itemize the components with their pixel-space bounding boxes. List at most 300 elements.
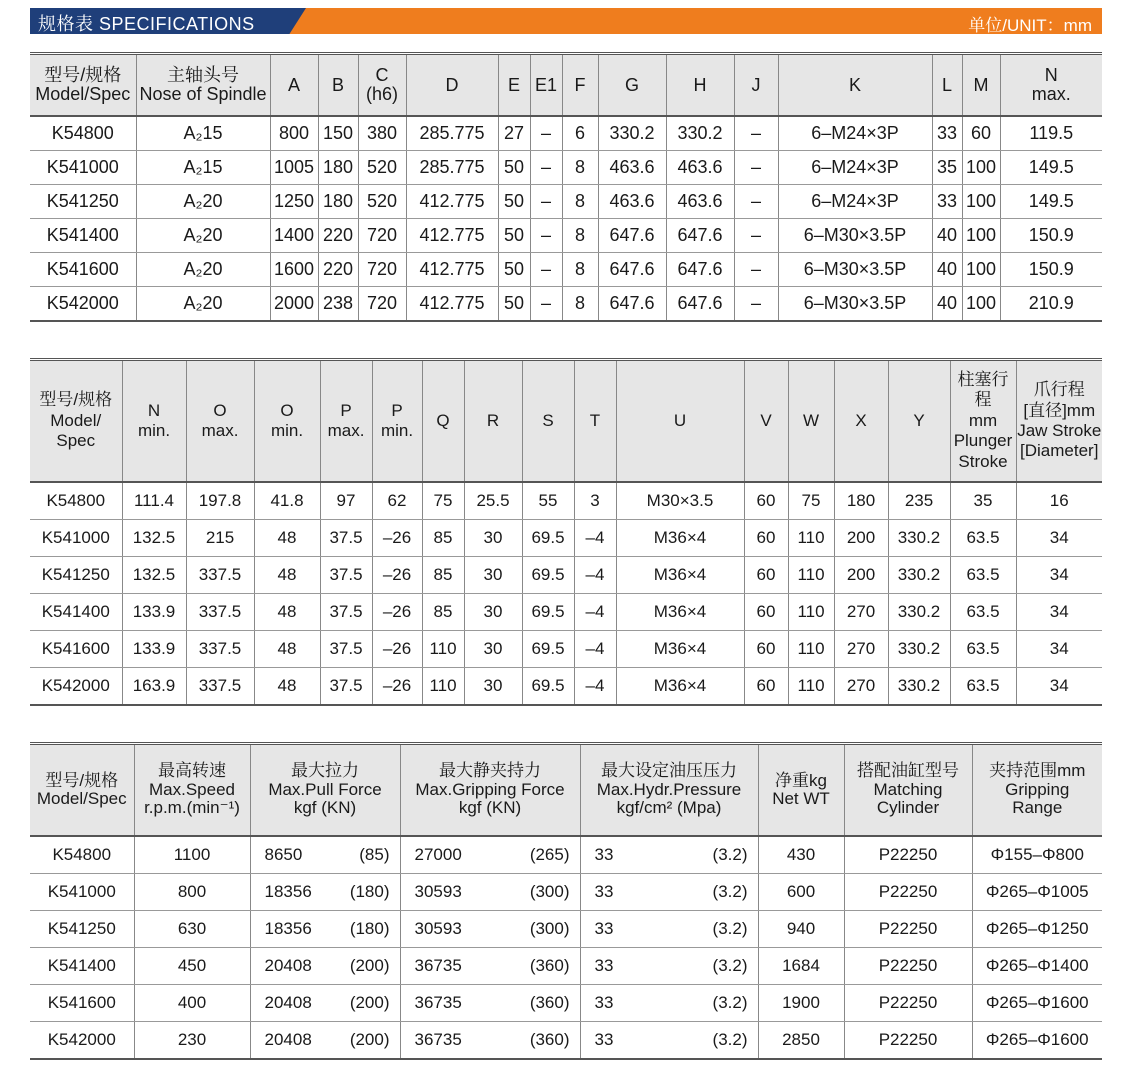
table-cell: –26 bbox=[372, 594, 422, 631]
table-cell: 520 bbox=[358, 151, 406, 185]
table-cell: 238 bbox=[318, 287, 358, 322]
table-cell: – bbox=[734, 287, 778, 322]
column-header: 夹持范围mm Gripping Range bbox=[972, 744, 1102, 837]
table-cell: 62 bbox=[372, 482, 422, 520]
table-cell: 6 bbox=[562, 116, 598, 151]
table-cell: 63.5 bbox=[950, 594, 1016, 631]
table-cell: 330.2 bbox=[888, 594, 950, 631]
table-cell: 34 bbox=[1016, 520, 1102, 557]
table-cell: 720 bbox=[358, 287, 406, 322]
table-cell: 110 bbox=[788, 668, 834, 706]
column-header: E1 bbox=[530, 54, 562, 117]
table-cell: 150.9 bbox=[1000, 253, 1102, 287]
table-cell: 647.6 bbox=[666, 219, 734, 253]
table-cell: 337.5 bbox=[186, 557, 254, 594]
table-cell-part: 33 bbox=[594, 1030, 614, 1049]
column-header: C (h6) bbox=[358, 54, 406, 117]
column-header: 搭配油缸型号 Matching Cylinder bbox=[844, 744, 972, 837]
table-cell-part: 18356 bbox=[264, 919, 312, 938]
table-cell: 60 bbox=[744, 631, 788, 668]
table-cell-part: (200) bbox=[349, 956, 390, 975]
table-cell: 8 bbox=[562, 185, 598, 219]
table-cell bbox=[400, 836, 580, 874]
table-cell: 180 bbox=[318, 185, 358, 219]
table-cell-part: (300) bbox=[529, 882, 570, 901]
table-cell: Φ155–Φ800 bbox=[972, 836, 1102, 874]
table-cell: 1400 bbox=[270, 219, 318, 253]
table-cell: 33 bbox=[932, 116, 962, 151]
table-cell: 37.5 bbox=[320, 594, 372, 631]
table-cell-part: (200) bbox=[349, 993, 390, 1012]
table-cell: K541250 bbox=[30, 911, 134, 948]
table-row bbox=[30, 836, 1102, 874]
table-cell: K54800 bbox=[30, 482, 122, 520]
table-cell: 35 bbox=[950, 482, 1016, 520]
column-header: F bbox=[562, 54, 598, 117]
table-cell-part: 36735 bbox=[414, 993, 462, 1012]
column-header: A bbox=[270, 54, 318, 117]
table-cell-part: 33 bbox=[594, 993, 614, 1012]
table-cell: 337.5 bbox=[186, 631, 254, 668]
table-cell: 37.5 bbox=[320, 668, 372, 706]
table-cell: 33 bbox=[932, 185, 962, 219]
table-cell: 463.6 bbox=[666, 185, 734, 219]
table-cell bbox=[580, 911, 758, 948]
table-cell: 48 bbox=[254, 631, 320, 668]
table-cell-part: (180) bbox=[349, 882, 390, 901]
table-cell: 60 bbox=[744, 668, 788, 706]
table-cell-part: (3.2) bbox=[712, 993, 748, 1012]
table-cell: 337.5 bbox=[186, 594, 254, 631]
column-header: 净重kg Net WT bbox=[758, 744, 844, 837]
table-cell: K541000 bbox=[30, 520, 122, 557]
column-header: 柱塞行程 mm Plunger Stroke bbox=[950, 360, 1016, 483]
table-cell: 412.775 bbox=[406, 185, 498, 219]
column-header: V bbox=[744, 360, 788, 483]
table-cell: 75 bbox=[788, 482, 834, 520]
table-cell: 100 bbox=[962, 287, 1000, 322]
table-cell: A₂20 bbox=[136, 185, 270, 219]
table-cell: 50 bbox=[498, 253, 530, 287]
table-cell: 800 bbox=[270, 116, 318, 151]
column-header: J bbox=[734, 54, 778, 117]
table-cell: 149.5 bbox=[1000, 185, 1102, 219]
table-row bbox=[30, 557, 1102, 594]
table-cell: 40 bbox=[932, 253, 962, 287]
table-cell: 110 bbox=[422, 631, 464, 668]
table-cell: P22250 bbox=[844, 985, 972, 1022]
table-cell: 69.5 bbox=[522, 668, 574, 706]
table-cell-part: (3.2) bbox=[712, 919, 748, 938]
table-cell: 647.6 bbox=[666, 287, 734, 322]
table-cell: 50 bbox=[498, 219, 530, 253]
table-cell: 720 bbox=[358, 219, 406, 253]
table-cell: – bbox=[734, 116, 778, 151]
table-cell: –26 bbox=[372, 631, 422, 668]
table-cell: 285.775 bbox=[406, 116, 498, 151]
table-cell-part: (360) bbox=[529, 1030, 570, 1049]
table-cell: 450 bbox=[134, 948, 250, 985]
table-cell: K541400 bbox=[30, 948, 134, 985]
table-cell: 97 bbox=[320, 482, 372, 520]
table-cell: M30×3.5 bbox=[616, 482, 744, 520]
table-cell: 800 bbox=[134, 874, 250, 911]
column-header: S bbox=[522, 360, 574, 483]
table-cell: 132.5 bbox=[122, 520, 186, 557]
table-cell: 600 bbox=[758, 874, 844, 911]
table-cell: 330.2 bbox=[888, 557, 950, 594]
table-cell: –26 bbox=[372, 557, 422, 594]
table-cell: – bbox=[530, 151, 562, 185]
column-header: D bbox=[406, 54, 498, 117]
column-header: N min. bbox=[122, 360, 186, 483]
table-cell: 6–M30×3.5P bbox=[778, 253, 932, 287]
table-cell: K541250 bbox=[30, 557, 122, 594]
table-cell: A₂20 bbox=[136, 287, 270, 322]
table-cell: 37.5 bbox=[320, 520, 372, 557]
table-cell: 50 bbox=[498, 151, 530, 185]
header-row bbox=[30, 744, 1102, 837]
table-cell: 69.5 bbox=[522, 631, 574, 668]
column-header: W bbox=[788, 360, 834, 483]
table-cell: P22250 bbox=[844, 874, 972, 911]
table-cell: 647.6 bbox=[598, 219, 666, 253]
table-cell: 270 bbox=[834, 631, 888, 668]
table-cell: A₂15 bbox=[136, 151, 270, 185]
table-cell: 412.775 bbox=[406, 219, 498, 253]
column-header: 爪行程 [直径]mm Jaw Stroke [Diameter] bbox=[1016, 360, 1102, 483]
table-cell: 8 bbox=[562, 287, 598, 322]
table-cell: 63.5 bbox=[950, 668, 1016, 706]
table-cell: 330.2 bbox=[888, 668, 950, 706]
table-cell: P22250 bbox=[844, 911, 972, 948]
table-cell: K542000 bbox=[30, 1022, 134, 1060]
column-header: Y bbox=[888, 360, 950, 483]
table-row bbox=[30, 631, 1102, 668]
table-row bbox=[30, 185, 1102, 219]
table-cell bbox=[580, 874, 758, 911]
table-cell: 8 bbox=[562, 151, 598, 185]
table-cell bbox=[250, 1022, 400, 1060]
table-cell: 100 bbox=[962, 185, 1000, 219]
column-header: N max. bbox=[1000, 54, 1102, 117]
table-cell: 215 bbox=[186, 520, 254, 557]
table-cell: 6–M30×3.5P bbox=[778, 219, 932, 253]
table-cell: 25.5 bbox=[464, 482, 522, 520]
table-cell: 463.6 bbox=[598, 151, 666, 185]
table-cell: A₂15 bbox=[136, 116, 270, 151]
column-header: P max. bbox=[320, 360, 372, 483]
table-cell-part: 33 bbox=[594, 882, 614, 901]
table-cell: 647.6 bbox=[666, 253, 734, 287]
table-cell: 150 bbox=[318, 116, 358, 151]
table-cell: 235 bbox=[888, 482, 950, 520]
column-header: O min. bbox=[254, 360, 320, 483]
table-cell: 270 bbox=[834, 594, 888, 631]
table-cell: 520 bbox=[358, 185, 406, 219]
table-row bbox=[30, 911, 1102, 948]
table-cell: 412.775 bbox=[406, 287, 498, 322]
table-row bbox=[30, 874, 1102, 911]
table-cell: – bbox=[734, 185, 778, 219]
table-row bbox=[30, 287, 1102, 322]
table-cell: 30 bbox=[464, 594, 522, 631]
table-cell: 1100 bbox=[134, 836, 250, 874]
column-header: E bbox=[498, 54, 530, 117]
table-cell: 647.6 bbox=[598, 253, 666, 287]
table-cell: 1684 bbox=[758, 948, 844, 985]
table-cell-part: 20408 bbox=[264, 1030, 312, 1049]
column-header: L bbox=[932, 54, 962, 117]
table-cell: 75 bbox=[422, 482, 464, 520]
column-header: 型号/规格 Model/Spec bbox=[30, 54, 136, 117]
table-cell: K54800 bbox=[30, 836, 134, 874]
table-cell: 48 bbox=[254, 668, 320, 706]
table-cell: 48 bbox=[254, 520, 320, 557]
header-row bbox=[30, 360, 1102, 483]
table-cell: –4 bbox=[574, 631, 616, 668]
table-cell: M36×4 bbox=[616, 631, 744, 668]
table-cell: 400 bbox=[134, 985, 250, 1022]
table-cell: P22250 bbox=[844, 1022, 972, 1060]
table-cell: 2850 bbox=[758, 1022, 844, 1060]
column-header: 最高转速 Max.Speed r.p.m.(min⁻¹) bbox=[134, 744, 250, 837]
table-cell: K541000 bbox=[30, 874, 134, 911]
table-cell: 34 bbox=[1016, 557, 1102, 594]
table-cell: 69.5 bbox=[522, 594, 574, 631]
table-cell: 16 bbox=[1016, 482, 1102, 520]
table-cell: 330.2 bbox=[888, 631, 950, 668]
table-cell-part: (300) bbox=[529, 919, 570, 938]
table-cell: 40 bbox=[932, 219, 962, 253]
table-cell: 647.6 bbox=[598, 287, 666, 322]
table-row bbox=[30, 219, 1102, 253]
table-cell: 111.4 bbox=[122, 482, 186, 520]
table-cell: 34 bbox=[1016, 594, 1102, 631]
table-cell: 270 bbox=[834, 668, 888, 706]
table-cell: – bbox=[530, 185, 562, 219]
table-cell: 100 bbox=[962, 219, 1000, 253]
table-cell: 1900 bbox=[758, 985, 844, 1022]
header-row bbox=[30, 54, 1102, 117]
column-header: H bbox=[666, 54, 734, 117]
table-cell-part: 27000 bbox=[414, 845, 462, 864]
table-cell: –4 bbox=[574, 668, 616, 706]
column-header: B bbox=[318, 54, 358, 117]
table-cell bbox=[400, 874, 580, 911]
table-cell bbox=[250, 836, 400, 874]
table-cell-part: (3.2) bbox=[712, 1030, 748, 1049]
table-row bbox=[30, 594, 1102, 631]
table-cell: 48 bbox=[254, 594, 320, 631]
table-cell-part: 36735 bbox=[414, 956, 462, 975]
table-cell: 200 bbox=[834, 520, 888, 557]
table-cell: 133.9 bbox=[122, 631, 186, 668]
table-cell: 110 bbox=[788, 557, 834, 594]
column-header: X bbox=[834, 360, 888, 483]
column-header: 主轴头号 Nose of Spindle bbox=[136, 54, 270, 117]
table-cell: 110 bbox=[788, 520, 834, 557]
table-cell: Φ265–Φ1005 bbox=[972, 874, 1102, 911]
table-cell: 2000 bbox=[270, 287, 318, 322]
table-cell: 150.9 bbox=[1000, 219, 1102, 253]
table-cell: A₂20 bbox=[136, 219, 270, 253]
table-cell: 210.9 bbox=[1000, 287, 1102, 322]
column-header: 最大静夹持力 Max.Gripping Force kgf (KN) bbox=[400, 744, 580, 837]
table-cell bbox=[400, 911, 580, 948]
table-cell: 85 bbox=[422, 594, 464, 631]
table-cell: 100 bbox=[962, 253, 1000, 287]
table-cell: 40 bbox=[932, 287, 962, 322]
table-cell bbox=[580, 836, 758, 874]
table-cell: 63.5 bbox=[950, 631, 1016, 668]
table-cell: – bbox=[530, 116, 562, 151]
table-cell: K542000 bbox=[30, 287, 136, 322]
table-cell: K54800 bbox=[30, 116, 136, 151]
table-cell: 63.5 bbox=[950, 557, 1016, 594]
table-row bbox=[30, 948, 1102, 985]
table-cell: Φ265–Φ1600 bbox=[972, 1022, 1102, 1060]
table-row bbox=[30, 520, 1102, 557]
table-cell: A₂20 bbox=[136, 253, 270, 287]
table-cell: 180 bbox=[318, 151, 358, 185]
table-cell: – bbox=[530, 253, 562, 287]
table-cell: 110 bbox=[422, 668, 464, 706]
table-cell: 630 bbox=[134, 911, 250, 948]
table-cell: 69.5 bbox=[522, 520, 574, 557]
table-cell: 6–M24×3P bbox=[778, 185, 932, 219]
table-cell: 30 bbox=[464, 631, 522, 668]
table-cell-part: (3.2) bbox=[712, 956, 748, 975]
table-cell: – bbox=[734, 219, 778, 253]
table-cell: 60 bbox=[962, 116, 1000, 151]
column-header: 最大设定油压压力 Max.Hydr.Pressure kgf/cm² (Mpa) bbox=[580, 744, 758, 837]
table-cell: Φ265–Φ1400 bbox=[972, 948, 1102, 985]
table-cell: 132.5 bbox=[122, 557, 186, 594]
table-cell: 85 bbox=[422, 557, 464, 594]
table-row bbox=[30, 668, 1102, 706]
header-title: 规格表 SPECIFICATIONS bbox=[38, 14, 255, 34]
table-cell: 27 bbox=[498, 116, 530, 151]
table-cell-part: (3.2) bbox=[712, 882, 748, 901]
spec-table-dimensions bbox=[30, 52, 1102, 322]
table-cell bbox=[400, 1022, 580, 1060]
table-row bbox=[30, 116, 1102, 151]
table-cell: M36×4 bbox=[616, 594, 744, 631]
table-cell: 220 bbox=[318, 219, 358, 253]
spec-table-dimensions-2 bbox=[30, 358, 1102, 706]
column-header: G bbox=[598, 54, 666, 117]
table-row bbox=[30, 1022, 1102, 1060]
table-cell: – bbox=[530, 287, 562, 322]
table-cell: 41.8 bbox=[254, 482, 320, 520]
table-cell-part: 30593 bbox=[414, 919, 462, 938]
table-cell: 197.8 bbox=[186, 482, 254, 520]
table-cell: 119.5 bbox=[1000, 116, 1102, 151]
table-cell: 463.6 bbox=[598, 185, 666, 219]
column-header: P min. bbox=[372, 360, 422, 483]
table-cell bbox=[400, 985, 580, 1022]
table-cell: 330.2 bbox=[888, 520, 950, 557]
table-cell: 285.775 bbox=[406, 151, 498, 185]
table-cell: 60 bbox=[744, 594, 788, 631]
table-cell-part: 8650 bbox=[264, 845, 303, 864]
table-cell-part: (360) bbox=[529, 993, 570, 1012]
table-cell: 100 bbox=[962, 151, 1000, 185]
table-cell: 55 bbox=[522, 482, 574, 520]
table-cell: Φ265–Φ1250 bbox=[972, 911, 1102, 948]
table-cell: 6–M30×3.5P bbox=[778, 287, 932, 322]
table-cell-part: 20408 bbox=[264, 993, 312, 1012]
table-cell-part: 33 bbox=[594, 956, 614, 975]
table-cell-part: (85) bbox=[359, 845, 390, 864]
table-cell bbox=[250, 874, 400, 911]
table-cell: Φ265–Φ1600 bbox=[972, 985, 1102, 1022]
table-cell-part: (200) bbox=[349, 1030, 390, 1049]
table-cell-part: 20408 bbox=[264, 956, 312, 975]
table-cell bbox=[580, 948, 758, 985]
table-cell: K541600 bbox=[30, 631, 122, 668]
table-cell: 110 bbox=[788, 631, 834, 668]
table-cell: 220 bbox=[318, 253, 358, 287]
table-cell: 48 bbox=[254, 557, 320, 594]
table-cell: –4 bbox=[574, 520, 616, 557]
table-cell: 330.2 bbox=[666, 116, 734, 151]
table-cell: –26 bbox=[372, 520, 422, 557]
table-cell: 463.6 bbox=[666, 151, 734, 185]
table-cell: 1250 bbox=[270, 185, 318, 219]
table-cell: 133.9 bbox=[122, 594, 186, 631]
table-cell: K541400 bbox=[30, 594, 122, 631]
table-cell: – bbox=[734, 253, 778, 287]
table-cell: 30 bbox=[464, 557, 522, 594]
table-cell-part: (3.2) bbox=[712, 845, 748, 864]
table-cell bbox=[250, 911, 400, 948]
table-cell bbox=[580, 985, 758, 1022]
table-row bbox=[30, 253, 1102, 287]
table-cell: 720 bbox=[358, 253, 406, 287]
column-header: M bbox=[962, 54, 1000, 117]
table-cell: 34 bbox=[1016, 668, 1102, 706]
spec-header-bar bbox=[30, 8, 1102, 34]
table-cell-part: (360) bbox=[529, 956, 570, 975]
table-cell: K541600 bbox=[30, 985, 134, 1022]
column-header: U bbox=[616, 360, 744, 483]
table-cell: – bbox=[530, 219, 562, 253]
table-cell: M36×4 bbox=[616, 668, 744, 706]
table-cell: 37.5 bbox=[320, 631, 372, 668]
table-cell: 35 bbox=[932, 151, 962, 185]
table-cell: 37.5 bbox=[320, 557, 372, 594]
table-cell: 1005 bbox=[270, 151, 318, 185]
table-cell: 1600 bbox=[270, 253, 318, 287]
table-cell-part: 18356 bbox=[264, 882, 312, 901]
table-cell: 330.2 bbox=[598, 116, 666, 151]
table-cell: 380 bbox=[358, 116, 406, 151]
table-cell: M36×4 bbox=[616, 557, 744, 594]
table-cell: P22250 bbox=[844, 836, 972, 874]
table-cell: 69.5 bbox=[522, 557, 574, 594]
table-cell-part: 30593 bbox=[414, 882, 462, 901]
table-cell: 940 bbox=[758, 911, 844, 948]
table-cell: 163.9 bbox=[122, 668, 186, 706]
table-cell bbox=[580, 1022, 758, 1060]
table-cell: 30 bbox=[464, 520, 522, 557]
table-cell: 30 bbox=[464, 668, 522, 706]
table-cell: 430 bbox=[758, 836, 844, 874]
column-header: R bbox=[464, 360, 522, 483]
table-cell: 3 bbox=[574, 482, 616, 520]
